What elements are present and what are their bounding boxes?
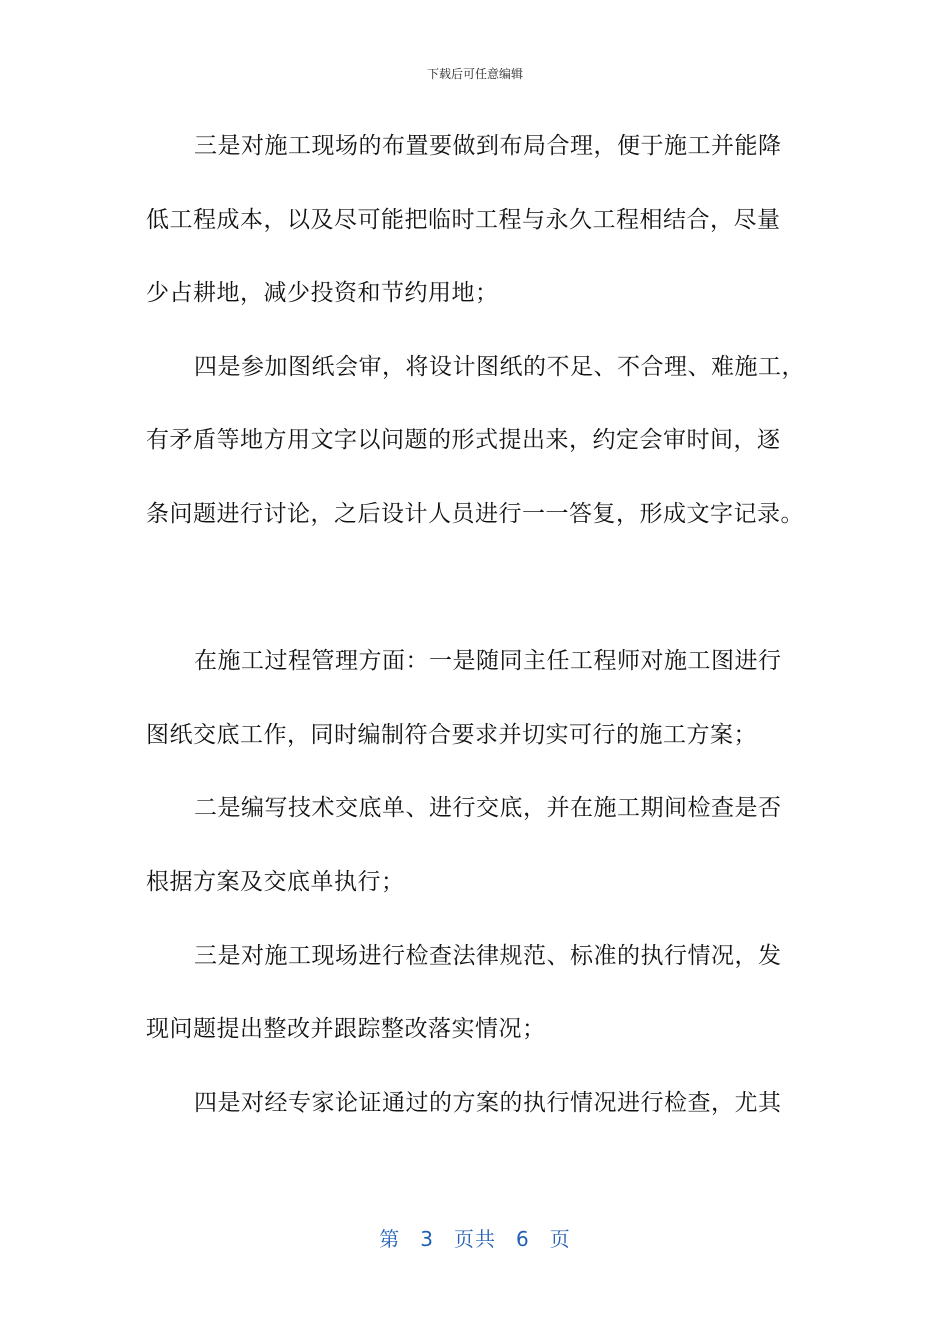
page-header: 下载后可任意编辑 xyxy=(426,67,523,81)
footer-middle: 页共 xyxy=(454,1227,496,1251)
text-line: 低工程成本，以及尽可能把临时工程与永久工程相结合，尽量 xyxy=(146,206,781,233)
footer-suffix: 页 xyxy=(549,1227,571,1251)
paragraph-site-layout xyxy=(146,124,806,345)
text-line: 四是参加图纸会审，将设计图纸的不足、不合理、难施工， xyxy=(194,353,805,380)
text-line: 现问题提出整改并跟踪整改落实情况； xyxy=(146,1016,546,1043)
text-line: 条问题进行讨论，之后设计人员进行一一答复，形成文字记录。 xyxy=(146,500,804,527)
text-line: 少占耕地，减少投资和节约用地； xyxy=(146,280,499,307)
text-line: 根据方案及交底单执行； xyxy=(146,868,405,895)
text-line: 三是对施工现场进行检查法律规范、标准的执行情况，发 xyxy=(194,942,782,969)
total-pages-number: 6 xyxy=(516,1227,530,1251)
footer-prefix: 第 xyxy=(379,1227,401,1251)
paragraph-spacer xyxy=(146,566,806,640)
page-footer xyxy=(0,1224,950,1254)
document-body xyxy=(146,124,806,1154)
paragraph-technical-briefing xyxy=(146,786,806,933)
paragraph-site-inspection xyxy=(146,934,806,1081)
paragraph-drawing-review xyxy=(146,345,806,566)
text-line: 四是对经专家论证通过的方案的执行情况进行检查，尤其 xyxy=(194,1089,782,1116)
current-page-number: 3 xyxy=(420,1227,434,1251)
text-line: 三是对施工现场的布置要做到布局合理，便于施工并能降 xyxy=(194,133,782,159)
text-line: 图纸交底工作，同时编制符合要求并切实可行的施工方案； xyxy=(146,721,757,748)
text-line: 二是编写技术交底单、进行交底，并在施工期间检查是否 xyxy=(194,795,782,822)
text-line: 有矛盾等地方用文字以问题的形式提出来，约定会审时间，逐 xyxy=(146,427,781,454)
paragraph-process-management xyxy=(146,639,806,786)
paragraph-expert-plan-check xyxy=(146,1081,806,1155)
text-line: 在施工过程管理方面：一是随同主任工程师对施工图进行 xyxy=(194,648,782,675)
